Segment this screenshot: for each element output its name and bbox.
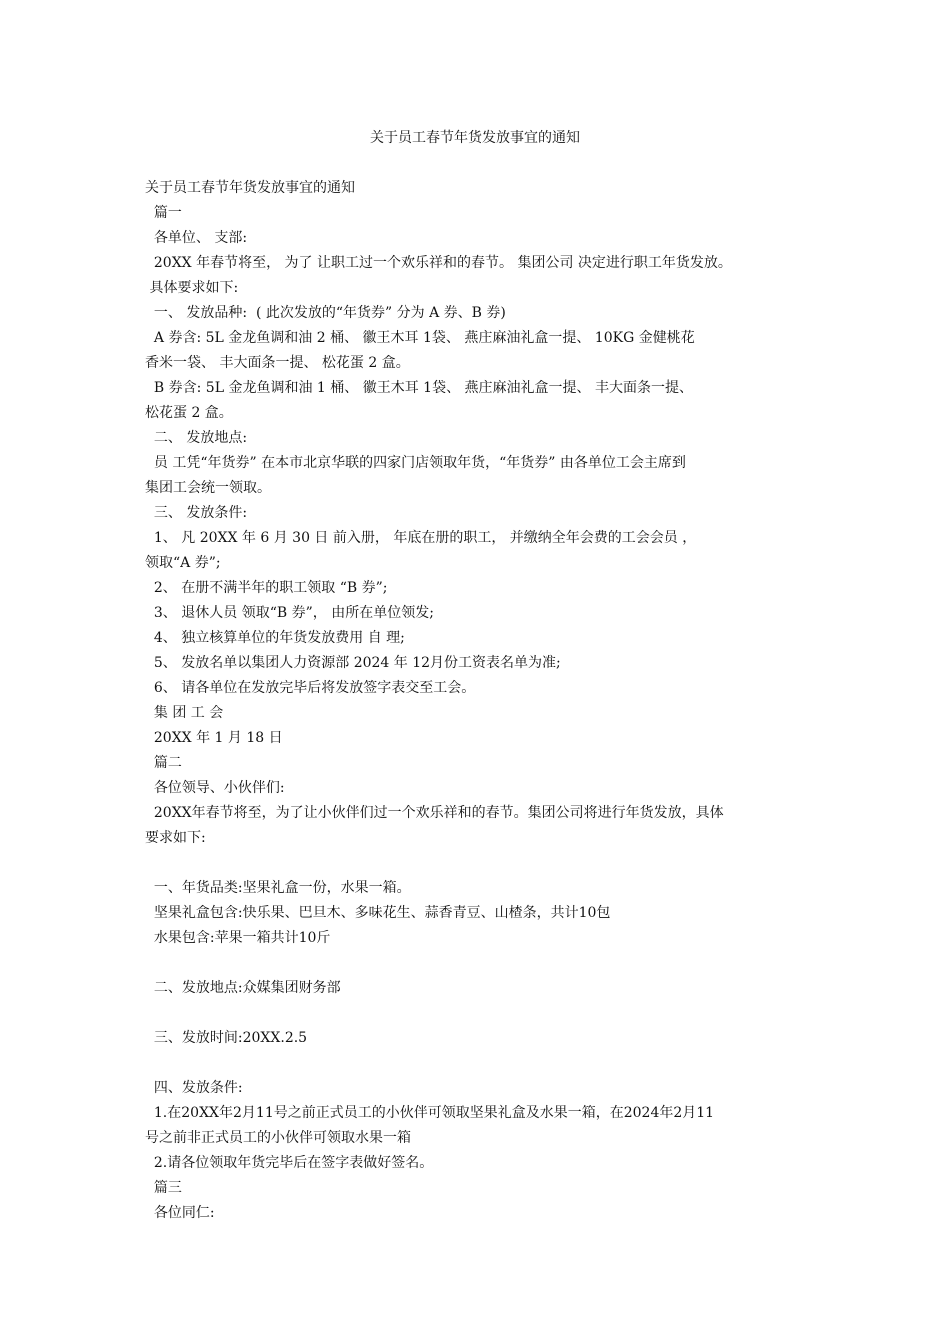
text-line: 集团工会统一领取。 (145, 480, 271, 496)
text-line: 员 工凭“年货券” 在本市北京华联的四家门店领取年货，“年货券” 由各单位工会主席到 (145, 455, 686, 471)
text-line: 2、 在册不满半年的职工领取 “B 券”; (145, 580, 388, 596)
text-line: 一、年货品类:坚果礼盒一份，水果一箱。 (145, 880, 411, 896)
text-line: 二、 发放地点: (145, 430, 248, 446)
blank-line (145, 951, 825, 976)
text-line: 5、 发放名单以集团人力资源部 2024 年 12月份工资表名单为准; (145, 655, 561, 671)
blank-line (145, 1001, 825, 1026)
page-title: 关于员工春节年货发放事宜的通知 (370, 130, 580, 146)
text-line: 20XX 年春节将至， 为了 让职工过一个欢乐祥和的春节。 集团公司 决定进行职工年货发放。 (145, 255, 732, 271)
text-line: A 券含: 5L 金龙鱼调和油 2 桶、 徽王木耳 1袋、 燕庄麻油礼盒一提、 10KG 金健桃花 (145, 330, 695, 346)
text-line: 2.请各位领取年货完毕后在签字表做好签名。 (145, 1155, 434, 1171)
text-line: 坚果礼盒包含:快乐果、巴旦木、多味花生、蒜香青豆、山楂条，共计10包 (145, 905, 611, 921)
text-line: 三、 发放条件: (145, 505, 248, 521)
blank-line (145, 851, 825, 876)
text-line: 各位同仁: (145, 1205, 215, 1221)
text-line: 号之前非正式员工的小伙伴可领取水果一箱 (145, 1130, 411, 1146)
text-line: 四、发放条件: (145, 1080, 243, 1096)
text-line: 三、发放时间:20XX.2.5 (145, 1030, 308, 1046)
text-line: 关于员工春节年货发放事宜的通知 (145, 180, 355, 196)
text-line: 各位领导、小伙伴们: (145, 780, 285, 796)
text-line: 领取“A 券”; (145, 555, 221, 571)
blank-line (145, 1051, 825, 1076)
text-line: 3、 退休人员 领取“B 券”， 由所在单位领发; (145, 605, 434, 621)
text-line: 篇三 (145, 1180, 182, 1196)
text-line: 1.在20XX年2月11号之前正式员工的小伙伴可领取坚果礼盒及水果一箱，在2024年2月11 (145, 1105, 715, 1121)
text-line: 各单位、 支部: (145, 230, 248, 246)
text-line: 篇二 (145, 755, 182, 771)
text-line: B 券含: 5L 金龙鱼调和油 1 桶、 徽王木耳 1袋、 燕庄麻油礼盒一提、 丰大面条一提、 (145, 380, 693, 396)
text-line: 4、 独立核算单位的年货发放费用 自 理; (145, 630, 405, 646)
text-line: 6、 请各单位在发放完毕后将发放签字表交至工会。 (145, 680, 476, 696)
text-line: 1、 凡 20XX 年 6 月 30 日 前入册， 年底在册的职工， 并缴纳全年会费的工会会员 ， (145, 530, 697, 546)
text-line: 具体要求如下: (145, 280, 239, 296)
text-line: 松花蛋 2 盒。 (145, 405, 233, 421)
text-line: 集 团 工 会 (145, 705, 224, 721)
text-line: 20XX年春节将至，为了让小伙伴们过一个欢乐祥和的春节。集团公司将进行年货发放，具体 (145, 805, 724, 821)
text-line: 篇一 (145, 205, 182, 221)
text-line: 一、 发放品种: ( 此次发放的“年货券” 分为 A 券、B 券) (145, 305, 506, 321)
text-line: 水果包含:苹果一箱共计10斤 (145, 930, 331, 946)
text-line: 要求如下: (145, 830, 206, 846)
text-line: 香米一袋、 丰大面条一提、 松花蛋 2 盒。 (145, 355, 410, 371)
document-body (145, 176, 825, 1226)
text-line: 20XX 年 1 月 18 日 (145, 730, 283, 746)
text-line: 二、发放地点:众媒集团财务部 (145, 980, 341, 996)
